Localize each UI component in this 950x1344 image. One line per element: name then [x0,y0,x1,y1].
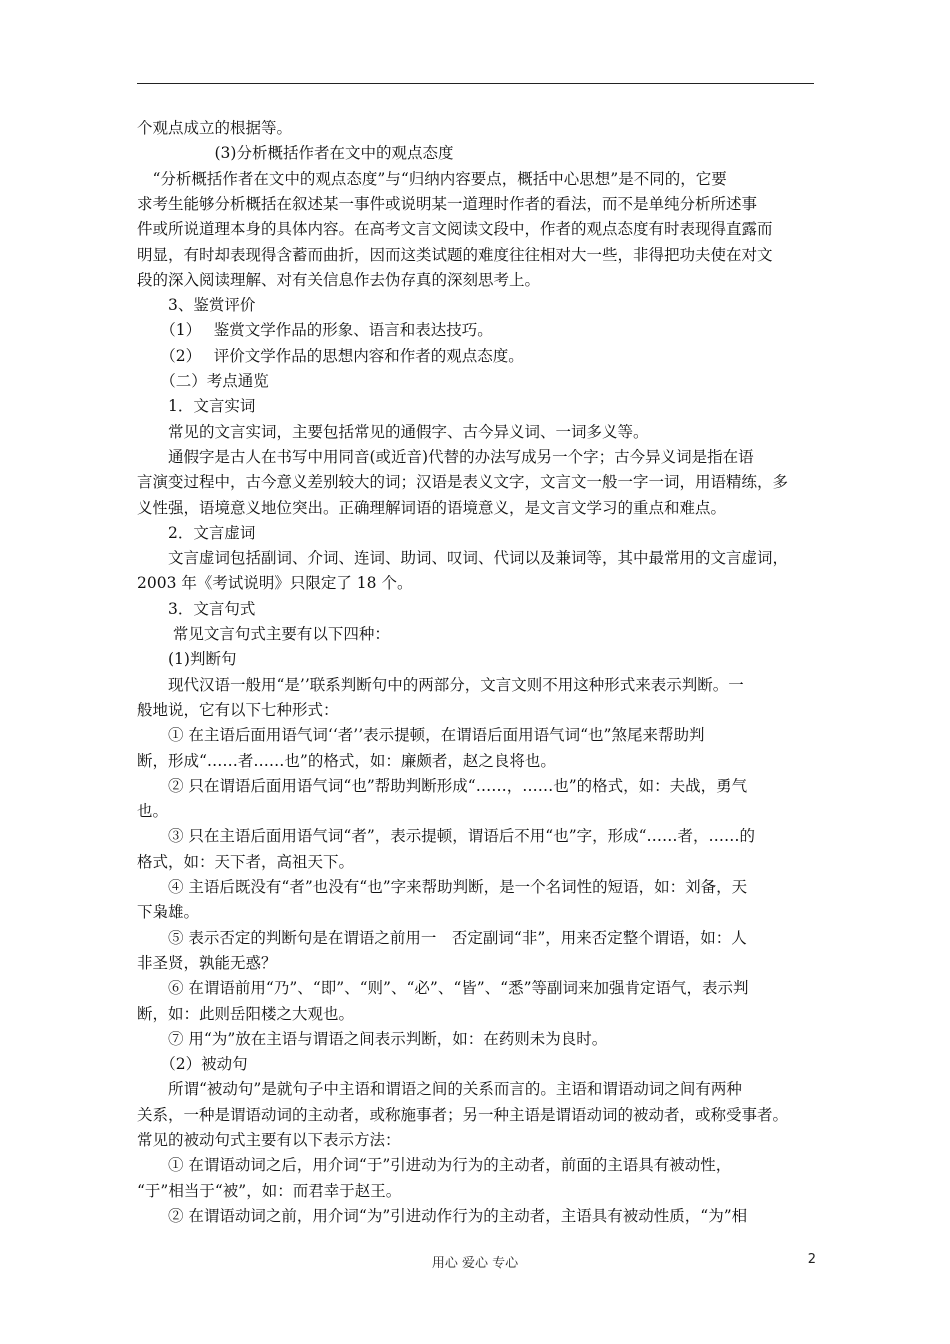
text-line: 格式，如：天下者，高祖天下。 [137,852,355,871]
text-line: (1)判断句 [137,650,237,669]
text-line: 常见的被动句式主要有以下表示方法： [137,1131,401,1149]
text-line: （二）考点通览 [137,372,269,390]
text-line: 3、鉴赏评价 [137,296,256,315]
text-line: 断，形成“……者……也”的格式，如：廉颇者，赵之良将也。 [137,751,556,770]
text-line: 现代汉语一般用“是’’联系判断句中的两部分，文言文则不用这种形式来表示判断。一 [137,675,744,694]
text-line: “分析概括作者在文中的观点态度”与“归纳内容要点，概括中心思想”是不同的，它要 [137,169,727,188]
text-line: ① 在谓语动词之后，用介词“于”引进动为行为的主动者，前面的主语具有被动性， [137,1156,732,1175]
text-line: ② 在谓语动词之前，用介词“为”引进动作行为的主动者，主语具有被动性质，“为”相 [137,1206,748,1225]
text-line: ③ 只在主语后面用语气词“者”，表示提顿，谓语后不用“也”字，形成“……者，……的 [137,827,756,846]
footer-text: 用心 爱心 专心 [431,1256,519,1271]
page-number: 2 [807,1252,816,1267]
text-line: 断，如：此则岳阳楼之大观也。 [137,1004,355,1023]
text-line: 明显，有时却表现得含蓄而曲折，因而这类试题的难度往往相对大一些，非得把功夫使在对文 [137,245,773,264]
text-line: （1） 鉴赏文学作品的形象、语言和表达技巧。 [137,321,493,340]
text-line: 般地说，它有以下七种形式： [137,700,339,719]
text-line: 2．文言虚词 [137,523,256,542]
text-line: 段的深入阅读理解、对有关信息作去伪存真的深刻思考上。 [137,270,541,289]
text-line: ④ 主语后既没有“者”也没有“也”字来帮助判断，是一个名词性的短语，如：刘备，天 [137,878,748,896]
text-line: 非圣贤，孰能无惑？ [137,953,277,972]
text-line: 所谓“被动句”是就句子中主语和谓语之间的关系而言的。主语和谓语动词之间有两种 [137,1080,742,1099]
text-line: 常见文言句式主要有以下四种： [137,625,390,643]
text-line: 常见的文言实词，主要包括常见的通假字、古今异义词、一词多义等。 [137,422,649,441]
text-line: 关系，一种是谓语动词的主动者，或称施事者；另一种主语是谓语动词的被动者，或称受事者。 [137,1105,789,1124]
text-line: “于”相当于“被”，如：而君幸于赵王。 [137,1181,402,1200]
text-line: 言演变过程中，古今意义差别较大的词；汉语是表义文字，文言文一般一字一词，用语精练，多 [137,473,789,492]
text-line: (3)分析概括作者在文中的观点态度 [137,144,454,163]
text-line: 也。 [137,802,169,821]
text-line: ⑤ 表示否定的判断句是在谓语之前用一 否定副词“非”，用来否定整个谓语，如：人 [137,928,747,947]
text-line: 件或所说道理本身的具体内容。在高考文言文阅读文段中，作者的观点态度有时表现得直露而 [137,220,773,239]
text-line: （2）被动句 [137,1055,248,1074]
text-line: 义性强，语境意义地位突出。正确理解词语的语境意义，是文言文学习的重点和难点。 [137,498,727,517]
header-rule [137,83,814,84]
text-line: 下枭雄。 [137,903,200,922]
text-line: ⑥ 在谓语前用“乃”、“即”、“则”、“必”、“皆”、“悉”等副词来加强肯定语气，表示判 [137,979,749,998]
text-line: （2） 评价文学作品的思想内容和作者的观点态度。 [137,346,524,365]
text-line: ① 在主语后面用语气词‘‘者’’表示提顿，在谓语后面用语气词“也”煞尾来帮助判 [137,726,705,745]
text-line: ② 只在谓语后面用语气词“也”帮助判断形成“……，……也”的格式，如：夫战，勇气 [137,776,748,795]
text-line: 文言虚词包括副词、介词、连词、助词、叹词、代词以及兼词等，其中最常用的文言虚词， [137,549,789,568]
text-line: 个观点成立的根据等。 [137,119,293,137]
text-line: ⑦ 用“为”放在主语与谓语之间表示判断，如：在药则未为良时。 [137,1029,608,1048]
text-line: 3．文言句式 [137,599,256,618]
text-line: 求考生能够分析概括在叙述某一事件或说明某一道理时作者的看法，而不是单纯分析所述事 [137,194,758,213]
text-line: 通假字是古人在书写中用同音(或近音)代替的办法写成另一个字；古今异义词是指在语 [137,447,754,466]
text-line: 1．文言实词 [137,397,256,416]
text-line: 2003 年《考试说明》只限定了 18 个。 [137,574,413,593]
